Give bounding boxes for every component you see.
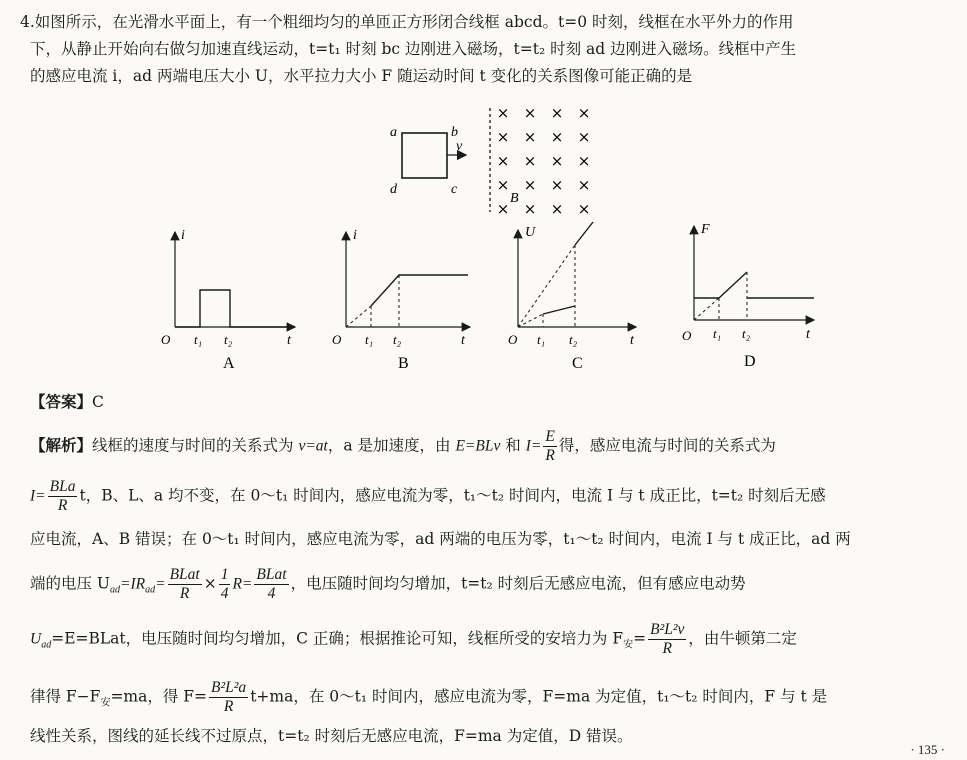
svg-text:t₂: t₂ bbox=[393, 332, 402, 347]
svg-text:U: U bbox=[525, 225, 536, 240]
curve-C-segment2 bbox=[575, 222, 593, 245]
svg-text:O: O bbox=[682, 328, 692, 343]
fraction-B2L2v-over-R: $\frac{\text{B²L²v}}{R}$ bbox=[650, 621, 685, 657]
fraction-BLa-over-R: $\frac{\text{BLa}}{R}$ bbox=[49, 478, 76, 514]
field-cross: × bbox=[496, 200, 510, 218]
answer-line bbox=[30, 393, 104, 412]
curve-D-ramp bbox=[719, 272, 747, 298]
option-B-label: B bbox=[398, 355, 409, 372]
svg-text:t: t bbox=[287, 333, 291, 348]
field-cross: × bbox=[550, 104, 564, 122]
field-cross: × bbox=[550, 200, 564, 218]
field-cross: × bbox=[577, 176, 591, 194]
graph-B bbox=[332, 228, 470, 372]
svg-text:t₂: t₂ bbox=[224, 332, 233, 347]
question-line-2: 下，从静止开始向右做匀加速直线运动，t=t₁ 时刻 bc 边刚进入磁场，t=t₂ 时刻 ad 边刚进入磁场。线框中产生 bbox=[30, 40, 797, 58]
field-cross: × bbox=[523, 176, 537, 194]
fraction-E-over-R: $\frac{E}{R}$ bbox=[545, 428, 555, 464]
label-b: b bbox=[451, 125, 458, 140]
field-cross: × bbox=[523, 152, 537, 170]
field-cross: × bbox=[577, 152, 591, 170]
svg-text:t₂: t₂ bbox=[569, 332, 578, 347]
question-number: 4. bbox=[20, 13, 35, 31]
field-cross: × bbox=[550, 176, 564, 194]
answer-label: 【答案】 bbox=[30, 392, 93, 411]
graph-D bbox=[682, 222, 814, 370]
svg-text:t: t bbox=[630, 333, 634, 348]
graph-A bbox=[161, 228, 295, 372]
label-c: c bbox=[451, 182, 458, 197]
field-cross: × bbox=[496, 176, 510, 194]
field-cross: × bbox=[550, 128, 564, 146]
question-line-3: 的感应电流 i，ad 两端电压大小 U，水平拉力大小 F 随运动时间 t 变化的关系图像可能正确的是 bbox=[30, 67, 693, 85]
option-D-label: D bbox=[744, 353, 756, 370]
field-cross: × bbox=[496, 128, 510, 146]
svg-text:i: i bbox=[353, 228, 357, 243]
analysis-line-3: 应电流，A、B 错误；在 0～t₁ 时间内，感应电流为零，ad 两端的电压为零，t₁～t₂ 时间内，电流 I 与 t 成正比，ad 两 bbox=[30, 530, 851, 548]
field-cross: × bbox=[523, 200, 537, 218]
svg-text:t₂: t₂ bbox=[742, 326, 751, 341]
svg-text:F: F bbox=[701, 222, 710, 237]
svg-text:i: i bbox=[181, 228, 185, 243]
analysis-line-2: I= $\frac{\text{BLa}}{R}$ t，B、L、a 均不变，在 0～t₁ 时间内，感应电流为零，t₁～t₂ 时间内，电流 I 与 t 成正比，t=t₂ 时刻后无感 bbox=[30, 478, 826, 514]
field-cross: × bbox=[577, 200, 591, 218]
svg-text:O: O bbox=[161, 332, 171, 347]
fraction-B2L2a-over-R: $\frac{\text{B²L²a}}{R}$ bbox=[211, 679, 247, 715]
field-cross: × bbox=[577, 104, 591, 122]
svg-text:t: t bbox=[806, 327, 810, 342]
option-A-label: A bbox=[223, 355, 235, 372]
fraction-BLat-over-4: $\frac{\text{BLat}}{4}$ bbox=[256, 566, 287, 602]
label-a: a bbox=[390, 125, 397, 140]
svg-text:t₁: t₁ bbox=[365, 332, 374, 347]
question-line-1: 4.如图所示，在光滑水平面上，有一个粗细均匀的单匝正方形闭合线框 abcd。t=0 时刻，线框在水平外力的作用 bbox=[20, 13, 794, 31]
analysis-line-7: 线性关系，图线的延长线不过原点，t=t₂ 时刻后无感应电流，F=ma 为定值，D 错误。 bbox=[30, 727, 633, 745]
analysis-line-5: $U_{ad}=E=BLat$，电压随时间均匀增加，C 正确；根据推论可知，线框所受的安培力为 $F_安=$ $\frac{\text{B²L²v}}{R}$ ，由牛顿第二定 bbox=[30, 621, 797, 657]
svg-text:t: t bbox=[461, 333, 465, 348]
analysis-line-4: 端的电压 $U_{ad}=IR_{ad}=$ $\frac{\text{BLat}}{R}$ × $\frac{1}{4}$ R= $\frac{\text{BLat}}{4}$ ，电压随时间均匀增加，t=t₂ 时刻后无感应电流，但有感应电动势 bbox=[30, 566, 746, 602]
field-cross: × bbox=[496, 152, 510, 170]
svg-text:O: O bbox=[508, 332, 518, 347]
field-cross: × bbox=[577, 128, 591, 146]
coil-diagram bbox=[390, 104, 590, 218]
label-B: B bbox=[510, 191, 519, 206]
curve-B bbox=[371, 275, 468, 306]
svg-text:t₁: t₁ bbox=[713, 326, 722, 341]
fraction-1-over-4: $\frac{1}{4}$ bbox=[220, 566, 229, 602]
analysis-line-6: 律得 $F-F_安=ma$，得 F= $\frac{\text{B²L²a}}{R}$ t+ma，在 0～t₁ 时间内，感应电流为零，F=ma 为定值，t₁～t₂ 时间内，F 与 t 是 bbox=[30, 679, 828, 715]
field-cross: × bbox=[496, 104, 510, 122]
answer-value: C bbox=[92, 393, 104, 411]
svg-text:t₁: t₁ bbox=[194, 332, 203, 347]
field-cross: × bbox=[523, 104, 537, 122]
option-C-label: C bbox=[572, 355, 583, 372]
graph-C bbox=[508, 222, 636, 372]
label-v: v bbox=[456, 139, 463, 154]
svg-text:t₁: t₁ bbox=[537, 332, 546, 347]
label-d: d bbox=[390, 182, 397, 197]
fraction-BLat-over-R: $\frac{\text{BLat}}{R}$ bbox=[169, 566, 200, 602]
svg-text:O: O bbox=[332, 332, 342, 347]
field-cross: × bbox=[550, 152, 564, 170]
analysis-line-1: 【解析】线框的速度与时间的关系式为 v=at，a 是加速度，由 E=BLv 和 I= $\frac{E}{R}$ 得，感应电流与时间的关系式为 bbox=[30, 428, 776, 464]
square-frame bbox=[402, 133, 447, 178]
curve-A bbox=[175, 290, 295, 327]
field-cross: × bbox=[523, 128, 537, 146]
page-number: · 135 · bbox=[910, 742, 945, 757]
curve-C-segment1 bbox=[543, 306, 575, 314]
analysis-label: 【解析】 bbox=[30, 435, 93, 455]
